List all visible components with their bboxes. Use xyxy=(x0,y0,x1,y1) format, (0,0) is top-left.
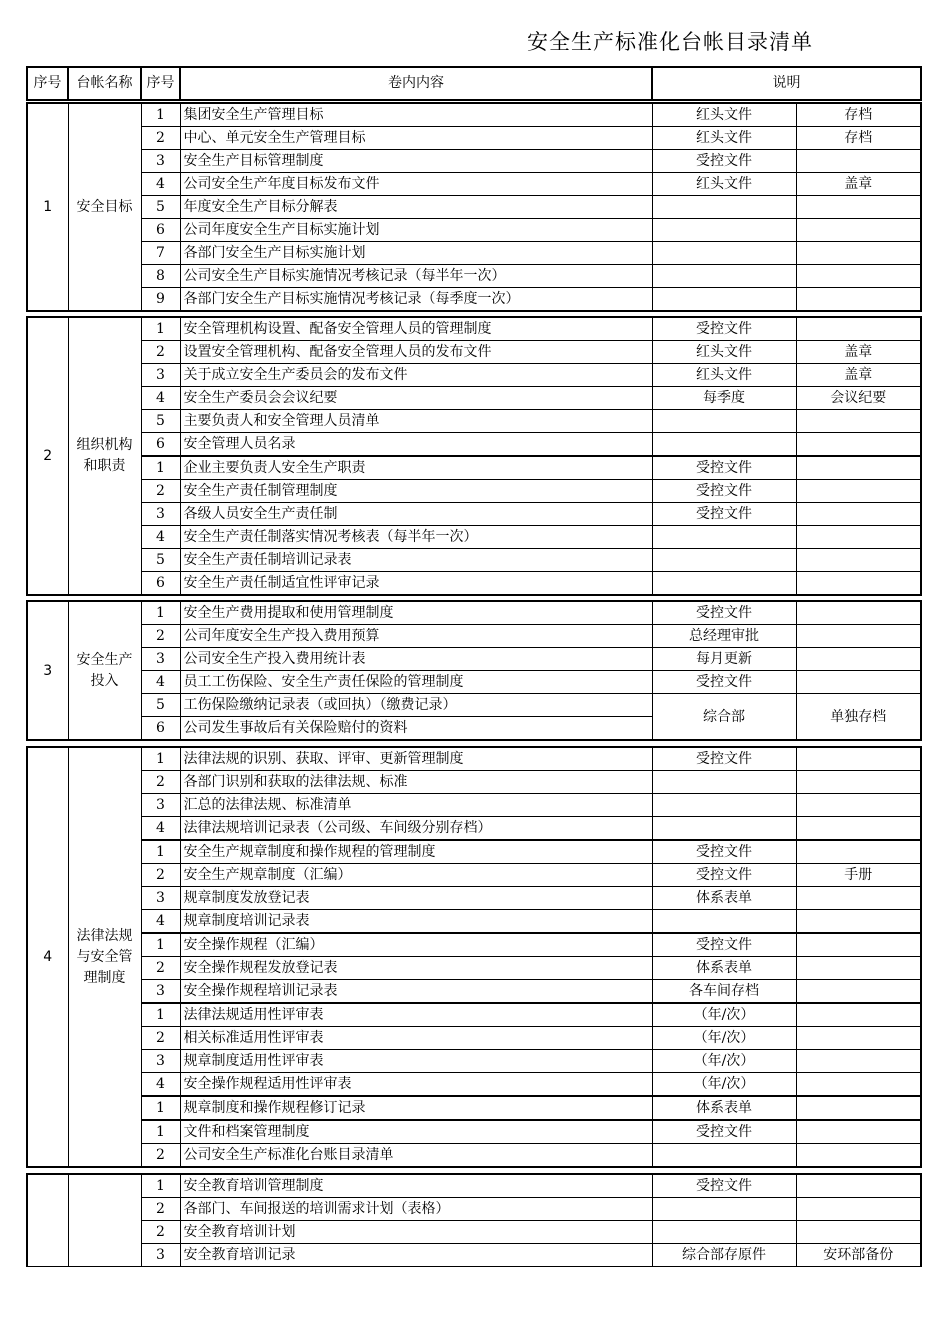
row-note-primary: （年/次） xyxy=(652,1027,796,1050)
row-number: 3 xyxy=(141,794,180,817)
row-content: 公司安全生产年度目标发布文件 xyxy=(180,173,652,196)
row-content: 企业主要负责人安全生产职责 xyxy=(180,456,652,480)
table-row xyxy=(27,173,921,196)
page-title: 安全生产标准化台帐目录清单 xyxy=(527,30,813,54)
row-note-primary: （年/次） xyxy=(652,1003,796,1027)
row-note-secondary xyxy=(796,503,921,526)
row-note-primary xyxy=(652,910,796,934)
row-content: 法律法规的识别、获取、评审、更新管理制度 xyxy=(180,747,652,771)
table-row xyxy=(27,127,921,150)
group-table-5 xyxy=(26,1173,922,1267)
row-note-primary: 红头文件 xyxy=(652,127,796,150)
row-note-secondary: 存档 xyxy=(796,103,921,127)
row-note-primary: 各车间存档 xyxy=(652,980,796,1004)
row-number: 2 xyxy=(141,864,180,887)
row-content: 各部门安全生产目标实施情况考核记录（每季度一次） xyxy=(180,288,652,312)
row-note-primary xyxy=(652,549,796,572)
table-row xyxy=(27,771,921,794)
row-number: 3 xyxy=(141,150,180,173)
row-number: 1 xyxy=(141,1120,180,1144)
table-row xyxy=(27,317,921,341)
row-note-primary xyxy=(652,433,796,457)
row-note-primary xyxy=(652,410,796,433)
row-number: 1 xyxy=(141,103,180,127)
row-note-secondary xyxy=(796,1174,921,1198)
group-seq: 1 xyxy=(27,103,68,311)
table-row xyxy=(27,864,921,887)
row-content: 规章制度发放登记表 xyxy=(180,887,652,910)
row-note-primary: 受控文件 xyxy=(652,1120,796,1144)
row-note-secondary: 单独存档 xyxy=(796,694,921,741)
row-number: 5 xyxy=(141,694,180,717)
row-number: 1 xyxy=(141,747,180,771)
row-note-secondary xyxy=(796,1050,921,1073)
row-note-secondary xyxy=(796,288,921,312)
row-number: 4 xyxy=(141,817,180,841)
table-row xyxy=(27,503,921,526)
row-note-secondary xyxy=(796,671,921,694)
row-note-primary: 受控文件 xyxy=(652,1174,796,1198)
row-content: 安全管理人员名录 xyxy=(180,433,652,457)
row-note-primary: 体系表单 xyxy=(652,957,796,980)
row-note-primary: 受控文件 xyxy=(652,150,796,173)
row-note-secondary: 存档 xyxy=(796,127,921,150)
row-content: 安全生产目标管理制度 xyxy=(180,150,652,173)
row-note-secondary xyxy=(796,1144,921,1168)
row-note-primary: 体系表单 xyxy=(652,1096,796,1120)
row-note-secondary xyxy=(796,933,921,957)
table-row xyxy=(27,572,921,596)
row-content: 中心、单元安全生产管理目标 xyxy=(180,127,652,150)
row-note-secondary: 安环部备份 xyxy=(796,1244,921,1267)
row-note-primary: 总经理审批 xyxy=(652,625,796,648)
row-note-primary xyxy=(652,242,796,265)
row-number: 2 xyxy=(141,957,180,980)
row-note-primary xyxy=(652,526,796,549)
row-content: 各部门安全生产目标实施计划 xyxy=(180,242,652,265)
row-content: 安全生产责任制管理制度 xyxy=(180,480,652,503)
row-note-primary: （年/次） xyxy=(652,1050,796,1073)
row-content: 安全操作规程培训记录表 xyxy=(180,980,652,1004)
row-number: 6 xyxy=(141,572,180,596)
row-note-primary xyxy=(652,219,796,242)
group-seq: 4 xyxy=(27,747,68,1167)
row-content: 工伤保险缴纳记录表（或回执）（缴费记录） xyxy=(180,694,652,717)
row-content: 相关标准适用性评审表 xyxy=(180,1027,652,1050)
row-number: 3 xyxy=(141,648,180,671)
row-content: 员工工伤保险、安全生产责任保险的管理制度 xyxy=(180,671,652,694)
row-note-secondary xyxy=(796,1198,921,1221)
row-number: 2 xyxy=(141,1027,180,1050)
group-name: 组织机构和职责 xyxy=(68,317,141,595)
row-note-secondary: 会议纪要 xyxy=(796,387,921,410)
row-number: 2 xyxy=(141,625,180,648)
row-number: 2 xyxy=(141,771,180,794)
row-note-secondary xyxy=(796,219,921,242)
group-name xyxy=(68,1174,141,1267)
row-note-secondary xyxy=(796,1027,921,1050)
row-note-primary xyxy=(652,1144,796,1168)
table-row xyxy=(27,526,921,549)
row-note-secondary xyxy=(796,840,921,864)
row-note-secondary xyxy=(796,1003,921,1027)
row-note-primary: 受控文件 xyxy=(652,840,796,864)
table-row xyxy=(27,817,921,841)
row-note-primary: 红头文件 xyxy=(652,103,796,127)
table-row xyxy=(27,150,921,173)
row-number: 5 xyxy=(141,549,180,572)
row-content: 主要负责人和安全管理人员清单 xyxy=(180,410,652,433)
row-note-primary xyxy=(652,265,796,288)
row-content: 安全操作规程发放登记表 xyxy=(180,957,652,980)
row-note-primary: 受控文件 xyxy=(652,503,796,526)
row-content: 安全教育培训管理制度 xyxy=(180,1174,652,1198)
row-number: 4 xyxy=(141,671,180,694)
row-note-secondary xyxy=(796,265,921,288)
row-note-secondary xyxy=(796,410,921,433)
row-content: 公司年度安全生产目标实施计划 xyxy=(180,219,652,242)
row-content: 法律法规适用性评审表 xyxy=(180,1003,652,1027)
table-row xyxy=(27,265,921,288)
table-row xyxy=(27,1120,921,1144)
row-content: 公司安全生产标准化台账目录清单 xyxy=(180,1144,652,1168)
row-content: 各级人员安全生产责任制 xyxy=(180,503,652,526)
group-seq: 3 xyxy=(27,601,68,740)
row-note-secondary xyxy=(796,771,921,794)
row-note-secondary xyxy=(796,794,921,817)
row-note-primary xyxy=(652,771,796,794)
table-row xyxy=(27,980,921,1004)
row-note-primary: 综合部 xyxy=(652,694,796,741)
row-content: 安全教育培训记录 xyxy=(180,1244,652,1267)
row-note-secondary xyxy=(796,549,921,572)
row-content: 安全操作规程（汇编） xyxy=(180,933,652,957)
group-table-2 xyxy=(26,316,922,596)
row-note-secondary xyxy=(796,1221,921,1244)
row-number: 4 xyxy=(141,173,180,196)
table-row xyxy=(27,601,921,625)
row-note-secondary xyxy=(796,817,921,841)
row-number: 2 xyxy=(141,341,180,364)
row-note-primary: 红头文件 xyxy=(652,364,796,387)
row-note-secondary: 手册 xyxy=(796,864,921,887)
row-content: 设置安全管理机构、配备安全管理人员的发布文件 xyxy=(180,341,652,364)
table-row xyxy=(27,910,921,934)
row-content: 安全操作规程适用性评审表 xyxy=(180,1073,652,1097)
row-number: 2 xyxy=(141,480,180,503)
table-row xyxy=(27,694,921,717)
row-note-primary: 受控文件 xyxy=(652,933,796,957)
row-content: 汇总的法律法规、标准清单 xyxy=(180,794,652,817)
row-number: 4 xyxy=(141,387,180,410)
row-content: 安全生产责任制适宜性评审记录 xyxy=(180,572,652,596)
row-content: 公司发生事故后有关保险赔付的资料 xyxy=(180,717,652,741)
row-number: 3 xyxy=(141,503,180,526)
table-row xyxy=(27,794,921,817)
row-number: 4 xyxy=(141,1073,180,1097)
row-note-primary xyxy=(652,288,796,312)
row-note-primary: 红头文件 xyxy=(652,341,796,364)
table-row xyxy=(27,288,921,312)
row-note-secondary xyxy=(796,1073,921,1097)
table-row xyxy=(27,364,921,387)
row-number: 3 xyxy=(141,364,180,387)
row-note-secondary xyxy=(796,1120,921,1144)
table-row xyxy=(27,1244,921,1267)
row-note-primary: 受控文件 xyxy=(652,456,796,480)
row-number: 8 xyxy=(141,265,180,288)
row-note-primary: 受控文件 xyxy=(652,747,796,771)
group-seq: 2 xyxy=(27,317,68,595)
row-content: 年度安全生产目标分解表 xyxy=(180,196,652,219)
row-number: 3 xyxy=(141,1050,180,1073)
row-note-secondary xyxy=(796,242,921,265)
row-note-secondary xyxy=(796,747,921,771)
row-content: 规章制度和操作规程修订记录 xyxy=(180,1096,652,1120)
row-number: 4 xyxy=(141,526,180,549)
table-row xyxy=(27,1003,921,1027)
group-table-4 xyxy=(26,746,922,1168)
row-content: 各部门识别和获取的法律法规、标准 xyxy=(180,771,652,794)
table-row xyxy=(27,1073,921,1097)
row-content: 集团安全生产管理目标 xyxy=(180,103,652,127)
table-row xyxy=(27,1027,921,1050)
row-content: 安全生产责任制落实情况考核表（每半年一次） xyxy=(180,526,652,549)
table-row xyxy=(27,1174,921,1198)
row-note-primary xyxy=(652,817,796,841)
table-row xyxy=(27,1144,921,1168)
group-name: 法律法规与安全管理制度 xyxy=(68,747,141,1167)
row-number: 2 xyxy=(141,1198,180,1221)
table-row xyxy=(27,456,921,480)
group-table-3 xyxy=(26,600,922,741)
row-note-secondary: 盖章 xyxy=(796,341,921,364)
table-row xyxy=(27,341,921,364)
header-name: 台帐名称 xyxy=(68,67,141,100)
row-number: 9 xyxy=(141,288,180,312)
row-number: 1 xyxy=(141,1174,180,1198)
row-note-secondary xyxy=(796,648,921,671)
row-number: 6 xyxy=(141,219,180,242)
row-content: 安全生产规章制度和操作规程的管理制度 xyxy=(180,840,652,864)
row-content: 安全生产委员会会议纪要 xyxy=(180,387,652,410)
row-note-primary: 受控文件 xyxy=(652,671,796,694)
row-note-primary: 每季度 xyxy=(652,387,796,410)
row-note-primary: 受控文件 xyxy=(652,317,796,341)
row-number: 4 xyxy=(141,910,180,934)
group-name: 安全目标 xyxy=(68,103,141,311)
row-number: 1 xyxy=(141,456,180,480)
row-note-secondary xyxy=(796,150,921,173)
row-note-primary: 受控文件 xyxy=(652,601,796,625)
row-content: 安全生产规章制度（汇编） xyxy=(180,864,652,887)
table-row xyxy=(27,1096,921,1120)
row-number: 1 xyxy=(141,601,180,625)
row-number: 1 xyxy=(141,317,180,341)
row-content: 关于成立安全生产委员会的发布文件 xyxy=(180,364,652,387)
row-note-secondary xyxy=(796,456,921,480)
row-number: 6 xyxy=(141,717,180,741)
row-number: 2 xyxy=(141,1144,180,1168)
row-note-primary: 红头文件 xyxy=(652,173,796,196)
row-note-secondary xyxy=(796,601,921,625)
header-table xyxy=(26,66,922,101)
row-note-secondary xyxy=(796,1096,921,1120)
row-number: 3 xyxy=(141,1244,180,1267)
row-note-secondary xyxy=(796,910,921,934)
row-content: 文件和档案管理制度 xyxy=(180,1120,652,1144)
row-number: 2 xyxy=(141,1221,180,1244)
row-content: 安全生产责任制培训记录表 xyxy=(180,549,652,572)
table-row xyxy=(27,1198,921,1221)
table-row xyxy=(27,480,921,503)
row-note-secondary xyxy=(796,980,921,1004)
row-note-secondary xyxy=(796,572,921,596)
row-note-primary: 受控文件 xyxy=(652,864,796,887)
row-note-primary: 受控文件 xyxy=(652,480,796,503)
row-content: 公司安全生产目标实施情况考核记录（每半年一次） xyxy=(180,265,652,288)
table-row xyxy=(27,103,921,127)
row-note-primary xyxy=(652,572,796,596)
table-row xyxy=(27,671,921,694)
table-row xyxy=(27,196,921,219)
row-note-secondary xyxy=(796,480,921,503)
table-row xyxy=(27,549,921,572)
row-note-secondary xyxy=(796,196,921,219)
row-note-secondary xyxy=(796,433,921,457)
group-seq xyxy=(27,1174,68,1267)
table-row xyxy=(27,840,921,864)
row-note-secondary xyxy=(796,526,921,549)
table-row xyxy=(27,1050,921,1073)
row-number: 3 xyxy=(141,887,180,910)
group-name: 安全生产投入 xyxy=(68,601,141,740)
header-note: 说明 xyxy=(652,67,921,100)
row-number: 7 xyxy=(141,242,180,265)
row-number: 5 xyxy=(141,410,180,433)
row-number: 6 xyxy=(141,433,180,457)
row-note-secondary xyxy=(796,625,921,648)
row-number: 2 xyxy=(141,127,180,150)
header-content: 卷内内容 xyxy=(180,67,652,100)
row-note-primary: 每月更新 xyxy=(652,648,796,671)
row-number: 1 xyxy=(141,933,180,957)
table-row xyxy=(27,387,921,410)
row-content: 安全生产费用提取和使用管理制度 xyxy=(180,601,652,625)
row-note-secondary: 盖章 xyxy=(796,173,921,196)
row-content: 公司年度安全生产投入费用预算 xyxy=(180,625,652,648)
row-note-secondary xyxy=(796,317,921,341)
row-content: 安全管理机构设置、配备安全管理人员的管理制度 xyxy=(180,317,652,341)
row-number: 5 xyxy=(141,196,180,219)
table-row xyxy=(27,219,921,242)
table-row xyxy=(27,648,921,671)
row-note-primary: 体系表单 xyxy=(652,887,796,910)
row-number: 1 xyxy=(141,1003,180,1027)
row-note-primary: 综合部存原件 xyxy=(652,1244,796,1267)
header-seq: 序号 xyxy=(27,67,68,100)
table-row xyxy=(27,887,921,910)
table-row xyxy=(27,1221,921,1244)
row-content: 规章制度培训记录表 xyxy=(180,910,652,934)
row-number: 3 xyxy=(141,980,180,1004)
table-row xyxy=(27,747,921,771)
row-note-primary xyxy=(652,1198,796,1221)
table-row xyxy=(27,933,921,957)
table-row xyxy=(27,957,921,980)
table-row xyxy=(27,433,921,457)
row-note-primary xyxy=(652,196,796,219)
row-content: 规章制度适用性评审表 xyxy=(180,1050,652,1073)
row-note-secondary xyxy=(796,887,921,910)
table-row xyxy=(27,410,921,433)
row-number: 1 xyxy=(141,1096,180,1120)
row-content: 安全教育培训计划 xyxy=(180,1221,652,1244)
table-row xyxy=(27,242,921,265)
row-note-secondary xyxy=(796,957,921,980)
row-number: 1 xyxy=(141,840,180,864)
row-note-secondary: 盖章 xyxy=(796,364,921,387)
header-sub-seq: 序号 xyxy=(141,67,180,100)
row-content: 公司安全生产投入费用统计表 xyxy=(180,648,652,671)
group-table-1 xyxy=(26,102,922,312)
row-note-primary xyxy=(652,1221,796,1244)
row-content: 各部门、车间报送的培训需求计划（表格） xyxy=(180,1198,652,1221)
row-note-primary xyxy=(652,794,796,817)
row-note-primary: （年/次） xyxy=(652,1073,796,1097)
table-row xyxy=(27,625,921,648)
row-content: 法律法规培训记录表（公司级、车间级分别存档） xyxy=(180,817,652,841)
